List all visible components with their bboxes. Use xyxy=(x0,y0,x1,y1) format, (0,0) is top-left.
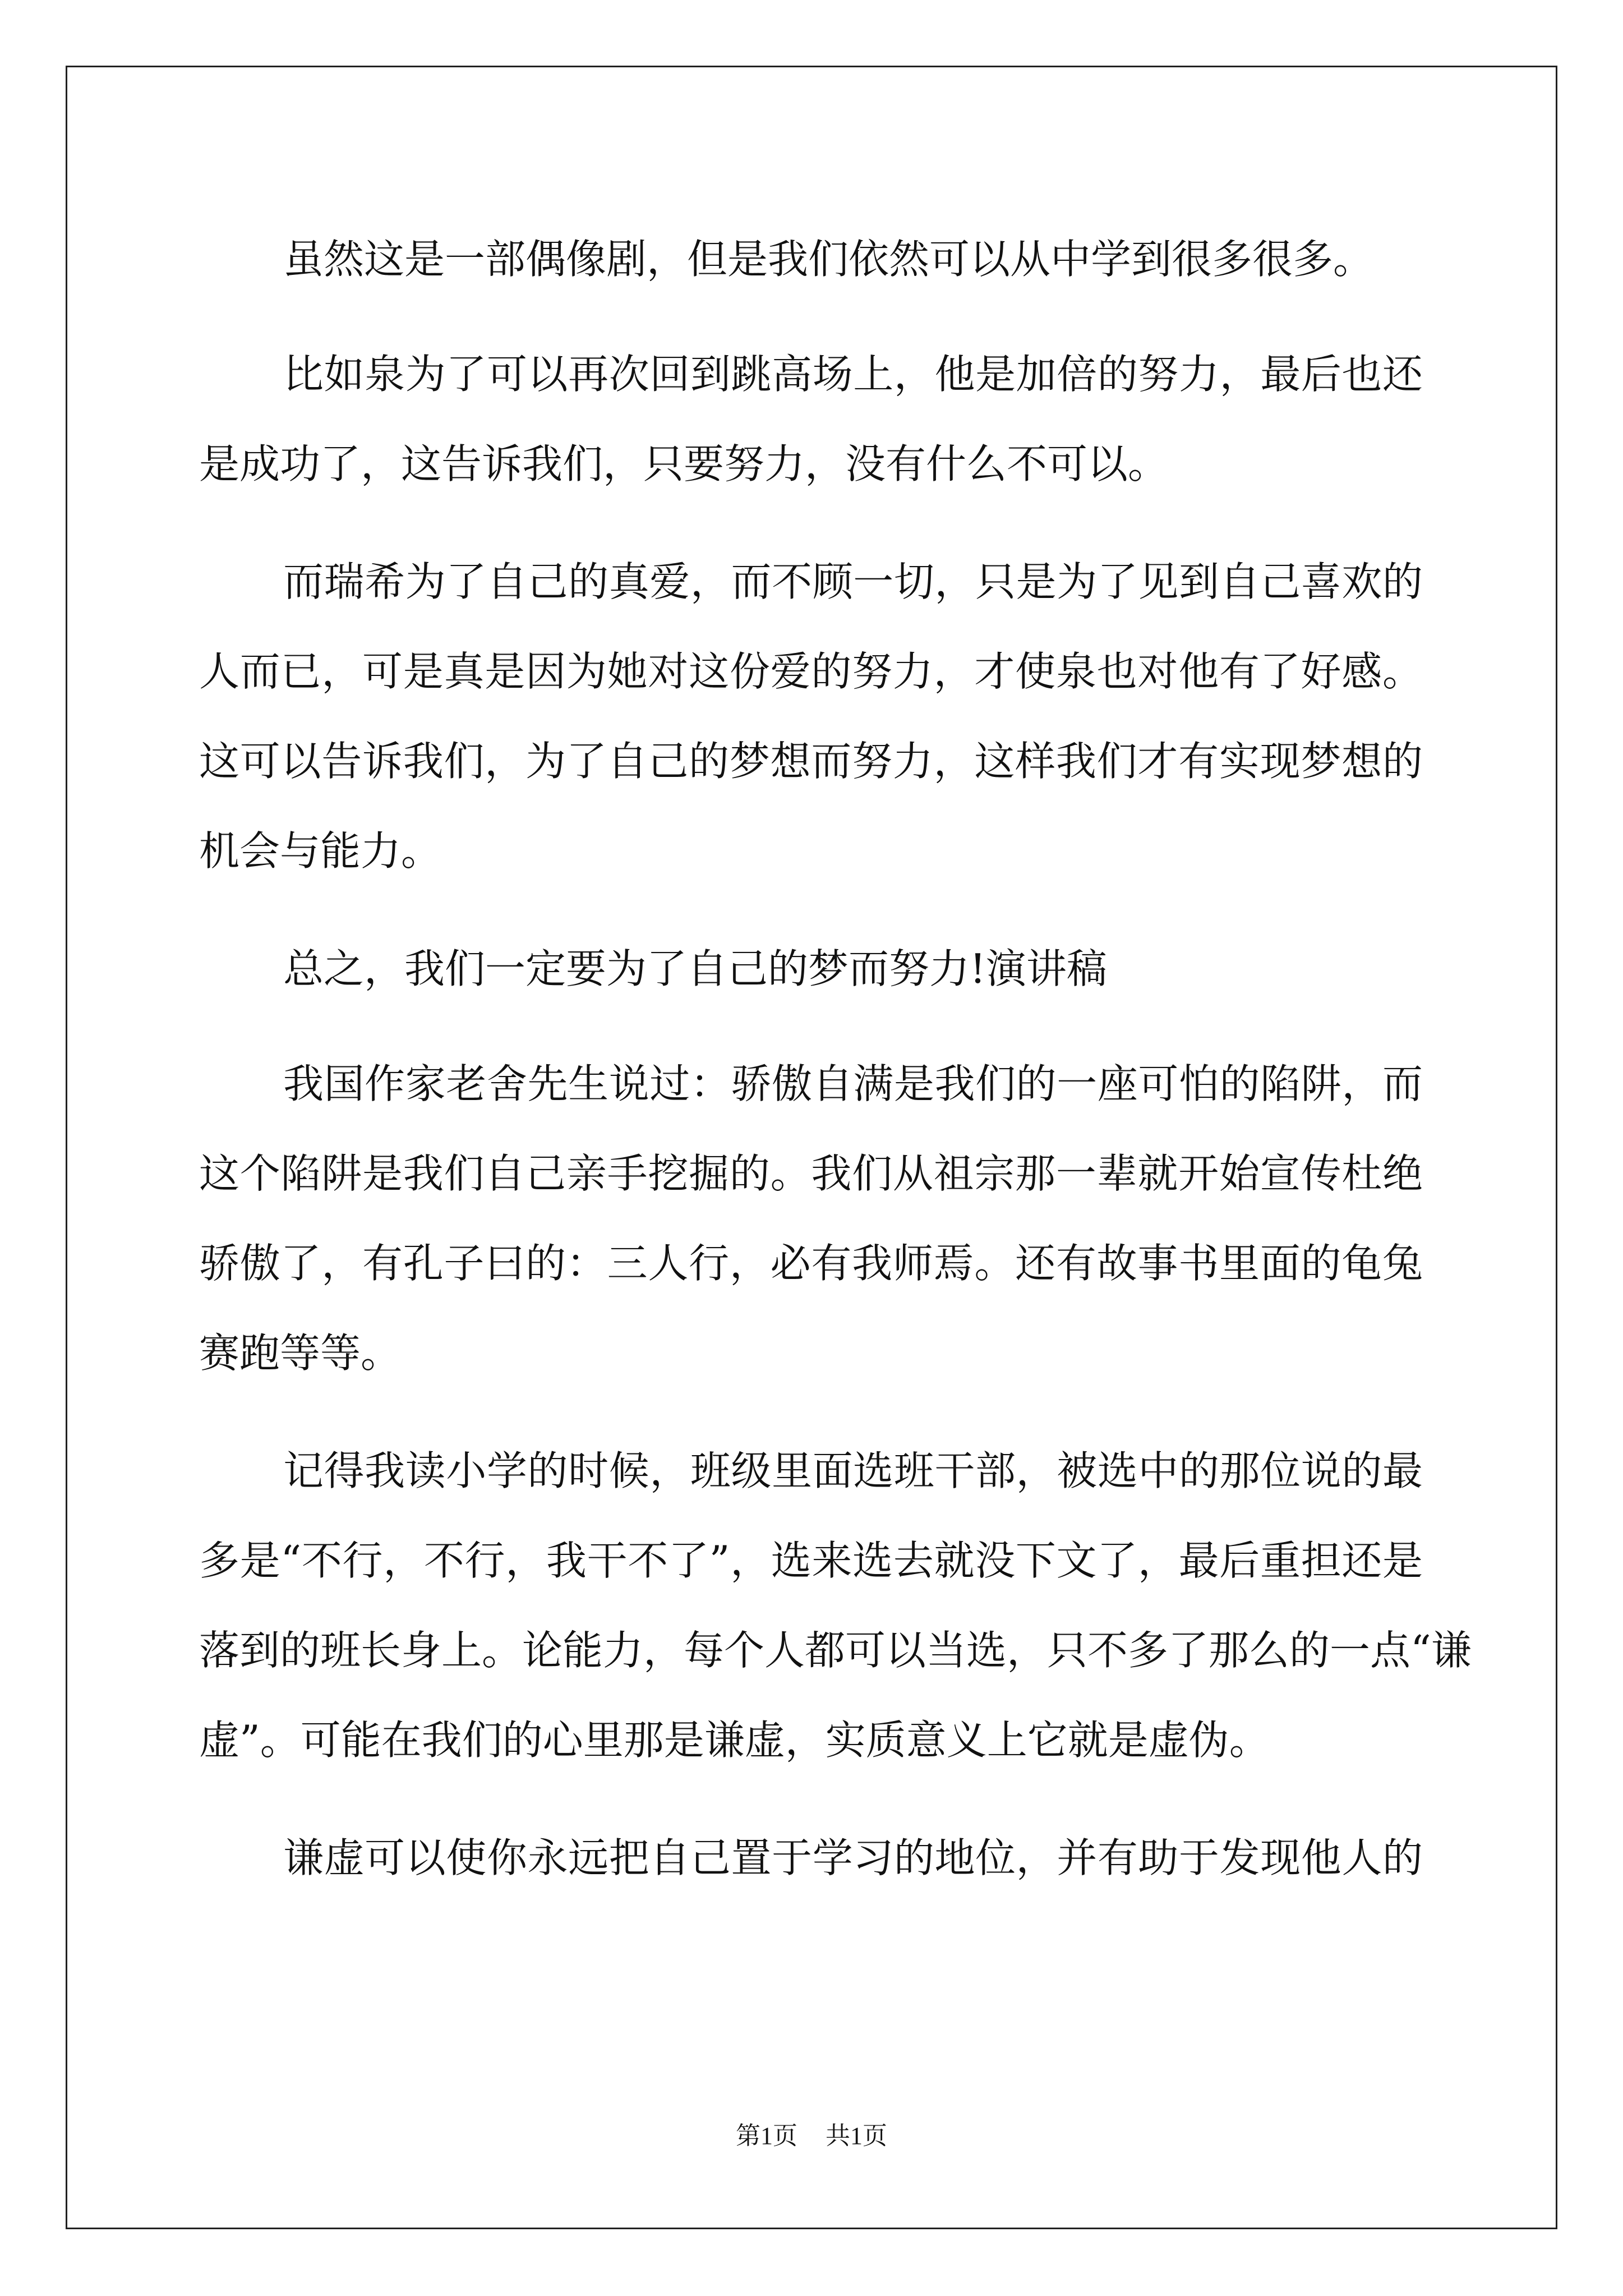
text-line: 这可以告诉我们，为了自己的梦想而努力，这样我们才有实现梦想的 xyxy=(199,738,1423,785)
text-line: 是成功了，这告诉我们，只要努力，没有什么不可以。 xyxy=(199,440,1169,487)
text-line: 人而已，可是真是因为她对这份爱的努力，才使泉也对他有了好感。 xyxy=(199,648,1423,695)
page-footer xyxy=(0,2119,1623,2153)
text-line: 比如泉为了可以再次回到跳高场上，他是加倍的努力，最后也还 xyxy=(283,351,1423,398)
text-line: 虚”。可能在我们的心里那是谦虚，实质意义上它就是虚伪。 xyxy=(199,1717,1270,1764)
text-line: 而瑞希为了自己的真爱，而不顾一切，只是为了见到自己喜欢的 xyxy=(283,558,1423,605)
text-line: 多是“不行，不行，我干不了”，选来选去就没下文了，最后重担还是 xyxy=(199,1537,1423,1584)
text-line: 这个陷阱是我们自己亲手挖掘的。我们从祖宗那一辈就开始宣传杜绝 xyxy=(199,1150,1423,1197)
page-total: 共1页 xyxy=(826,2122,887,2150)
text-line: 机会与能力。 xyxy=(199,827,442,875)
page-number: 第1页 xyxy=(736,2122,797,2150)
text-line: 记得我读小学的时候，班级里面选班干部，被选中的那位说的最 xyxy=(283,1447,1423,1494)
text-line: 我国作家老舍先生说过：骄傲自满是我们的一座可怕的陷阱，而 xyxy=(283,1060,1423,1107)
text-line: 总之，我们一定要为了自己的梦而努力!演讲稿 xyxy=(283,945,1107,992)
text-line: 赛跑等等。 xyxy=(199,1329,402,1377)
text-line: 骄傲了，有孔子曰的：三人行，必有我师焉。还有故事书里面的龟兔 xyxy=(199,1240,1423,1287)
text-line: 落到的班长身上。论能力，每个人都可以当选，只不多了那么的一点“谦 xyxy=(199,1627,1472,1674)
text-line: 虽然这是一部偶像剧，但是我们依然可以从中学到很多很多。 xyxy=(283,236,1374,283)
text-line: 谦虚可以使你永远把自己置于学习的地位，并有助于发现他人的 xyxy=(283,1834,1423,1881)
